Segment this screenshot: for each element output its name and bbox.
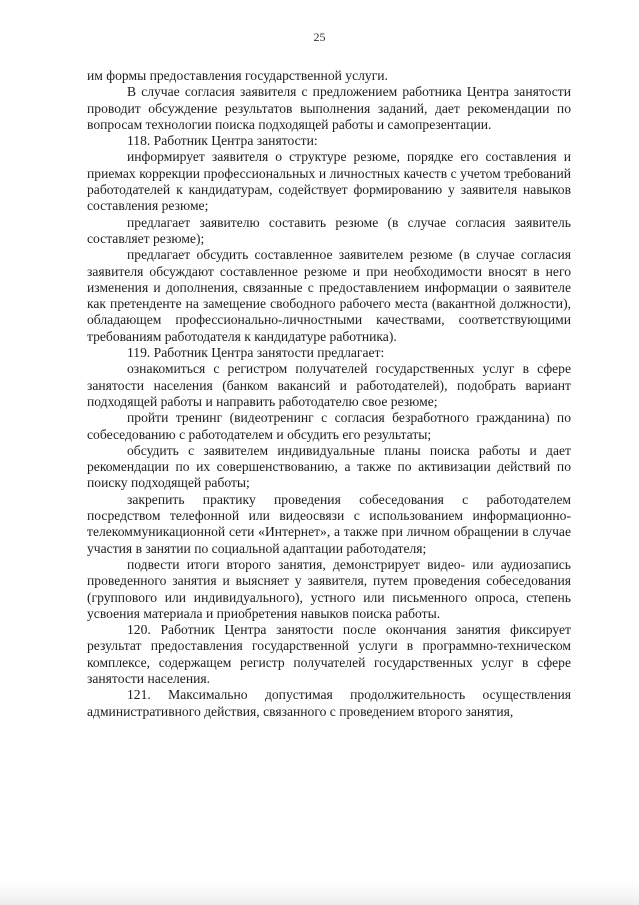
paragraph: обсудить с заявителем индивидуальные планы поиска работы и дает рекомендации по их совершенствованию, а также по активизации действий по поиску подходящей работы; <box>87 442 571 491</box>
paragraph: подвести итоги второго занятия, демонстрирует видео- или аудиозапись проведенного занятия и выясняет у заявителя, путем проведения собеседования (группового или индивидуального), устного или письменного опроса, степень усвоения материала и приобретения навыков поиска работы. <box>87 556 571 621</box>
paragraph: им формы предоставления государственной услуги. <box>87 68 388 83</box>
paragraph: ознакомиться с регистром получателей государственных услуг в сфере занятости населения (банком вакансий и работодателей), подобрать вариант подходящей работы и направить работодателю свое резюме; <box>87 361 571 409</box>
section-120: 120. Работник Центра занятости после окончания занятия фиксирует результат предоставления государственной услуги в программно-техническом комплексе, содержащем регистр получателей государственных услуг в сфере занятости населения. <box>87 622 571 686</box>
paragraph: пройти тренинг (видеотренинг с согласия безработного гражданина) по собеседованию с работодателем и обсудить его результаты; <box>87 410 571 442</box>
paragraph: закрепить практику проведения собеседования с работодателем посредством телефонной или видеосвязи с использованием информационно-телекоммуникационной сети «Интернет», а также при личном обращении в случае участия в занятии по социальной адаптации работодателя; <box>87 491 571 556</box>
section-121: 121. Максимально допустимая продолжительность осуществления административного действия, связанного с проведением второго занятия, <box>87 687 571 719</box>
paragraph: информирует заявителя о структуре резюме, порядке его составления и приемах коррекции профессиональных и личностных качеств с учетом требований работодателей к кандидатурам, содействует формированию у заявителя навыков составления резюме; <box>87 149 571 214</box>
scan-edge-shadow <box>0 880 639 905</box>
document-body <box>87 68 571 720</box>
page-number: 25 <box>313 30 326 44</box>
paragraph: предлагает обсудить составленное заявителем резюме (в случае согласия заявителя обсуждают составленное резюме и при необходимости вносят в него изменения и дополнения, связанные с предоставлением информации о заявителе как претенденте на замещение свободного рабочего места (вакантной должности), обладающем профессионально-личностными качествами, соответствующими требованиям работодателя к кандидатуре работника). <box>87 247 571 344</box>
section-heading-118: 118. Работник Центра занятости: <box>127 133 318 149</box>
paragraph: В случае согласия заявителя с предложением работника Центра занятости проводит обсуждение результатов выполнения заданий, дает рекомендации по вопросам технологии поиска подходящей работы и самопрезентации. <box>87 84 571 132</box>
section-heading-119: 119. Работник Центра занятости предлагает: <box>127 345 385 361</box>
paragraph: предлагает заявителю составить резюме (в случае согласия заявитель составляет резюме); <box>87 214 571 246</box>
